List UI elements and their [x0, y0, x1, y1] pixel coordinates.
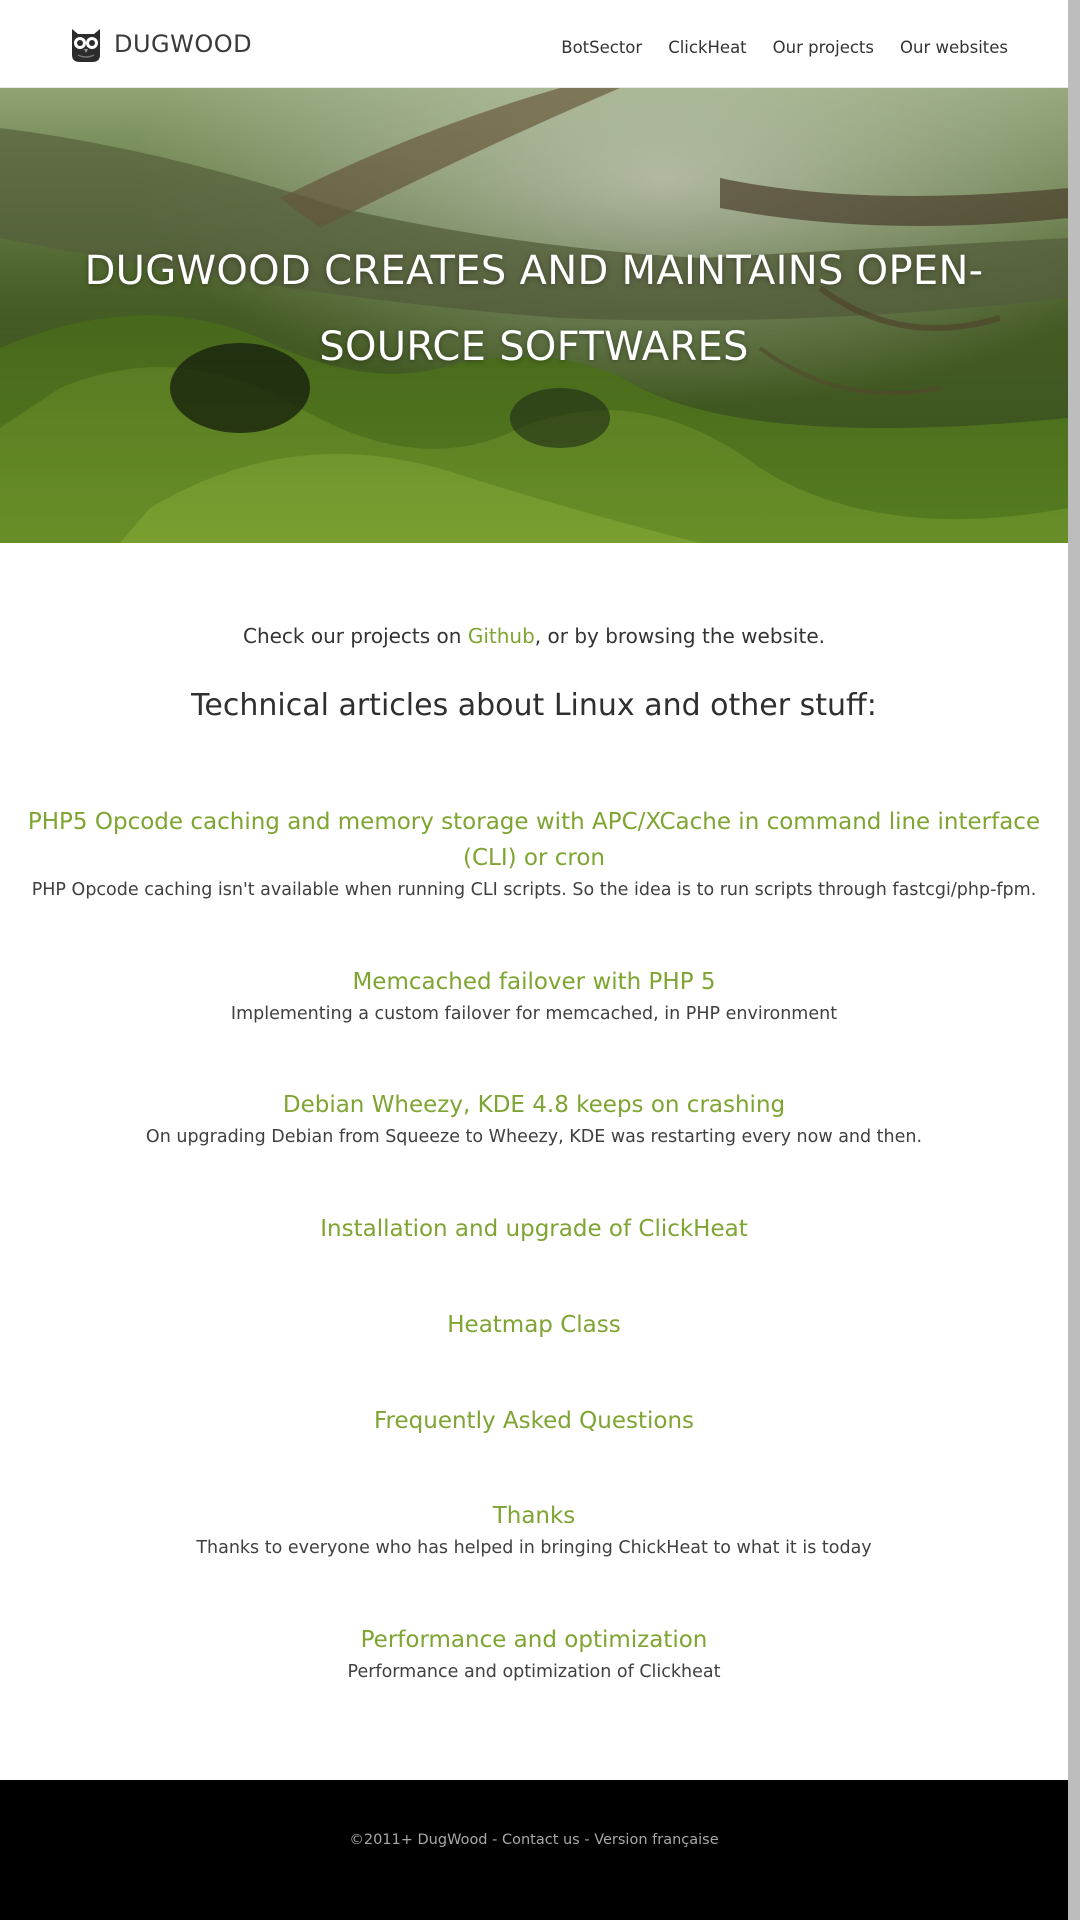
footer-french-version-link[interactable]: Version française [594, 1832, 719, 1848]
article-description: Implementing a custom failover for memcached, in PHP environment [230, 1004, 838, 1024]
article-item [0, 1307, 1068, 1343]
footer-contact-link[interactable]: Contact us [501, 1832, 580, 1848]
article-title-link[interactable]: Thanks [492, 1503, 576, 1529]
owl-icon [70, 25, 102, 63]
nav-botsector[interactable]: BotSector [561, 38, 643, 57]
article-title-link[interactable]: Frequently Asked Questions [373, 1408, 695, 1434]
article-item [0, 1622, 1068, 1686]
article-title-link[interactable]: Installation and upgrade of ClickHeat [320, 1216, 748, 1242]
article-title-link[interactable]: Memcached failover with PHP 5 [352, 969, 716, 995]
nav-our-websites[interactable]: Our websites [900, 38, 1008, 57]
article-description: Performance and optimization of Clickheat [347, 1662, 721, 1682]
article-item [0, 964, 1068, 1028]
site-header [0, 0, 1068, 88]
nav-our-projects[interactable]: Our projects [772, 38, 874, 57]
article-title-link[interactable]: Performance and optimization [360, 1627, 708, 1653]
hero-banner [0, 88, 1068, 543]
article-item [0, 1498, 1068, 1562]
github-link[interactable]: Github [467, 624, 535, 648]
article-title-link[interactable]: PHP5 Opcode caching and memory storage with APC/XCache in command line interface (CLI) or cron [27, 809, 1041, 871]
intro-after: , or by browsing the website. [534, 624, 825, 648]
article-description: Thanks to everyone who has helped in bringing ChickHeat to what it is today [196, 1538, 872, 1558]
article-title-link[interactable]: Heatmap Class [447, 1312, 621, 1338]
footer-separator: - [487, 1832, 502, 1848]
nav-clickheat[interactable]: ClickHeat [668, 38, 747, 57]
footer-separator: - [579, 1832, 595, 1848]
hero-title: DUGWOOD CREATES AND MAINTAINS OPEN-SOURCE SOFTWARES [84, 248, 984, 370]
article-description: On upgrading Debian from Squeeze to Wheezy, KDE was restarting every now and then. [145, 1127, 923, 1147]
article-description: PHP Opcode caching isn't available when running CLI scripts. So the idea is to run scripts through fastcgi/php-fpm. [31, 880, 1037, 900]
site-footer [0, 1780, 1068, 1920]
page-scrollbar[interactable] [1068, 0, 1080, 1920]
article-title-link[interactable]: Debian Wheezy, KDE 4.8 keeps on crashing [282, 1092, 786, 1118]
footer-copyright: ©2011+ DugWood [349, 1832, 488, 1848]
article-item [0, 804, 1068, 904]
article-item [0, 1211, 1068, 1247]
site-logo[interactable] [70, 22, 252, 66]
section-title: Technical articles about Linux and other stuff: [191, 688, 877, 723]
footer-text [0, 1832, 1068, 1848]
main-nav [561, 38, 1008, 57]
logo-text: DUGWOOD [114, 30, 253, 58]
article-item [0, 1403, 1068, 1439]
intro-text [0, 624, 1068, 648]
intro-before: Check our projects on [242, 624, 468, 648]
article-item [0, 1087, 1068, 1151]
